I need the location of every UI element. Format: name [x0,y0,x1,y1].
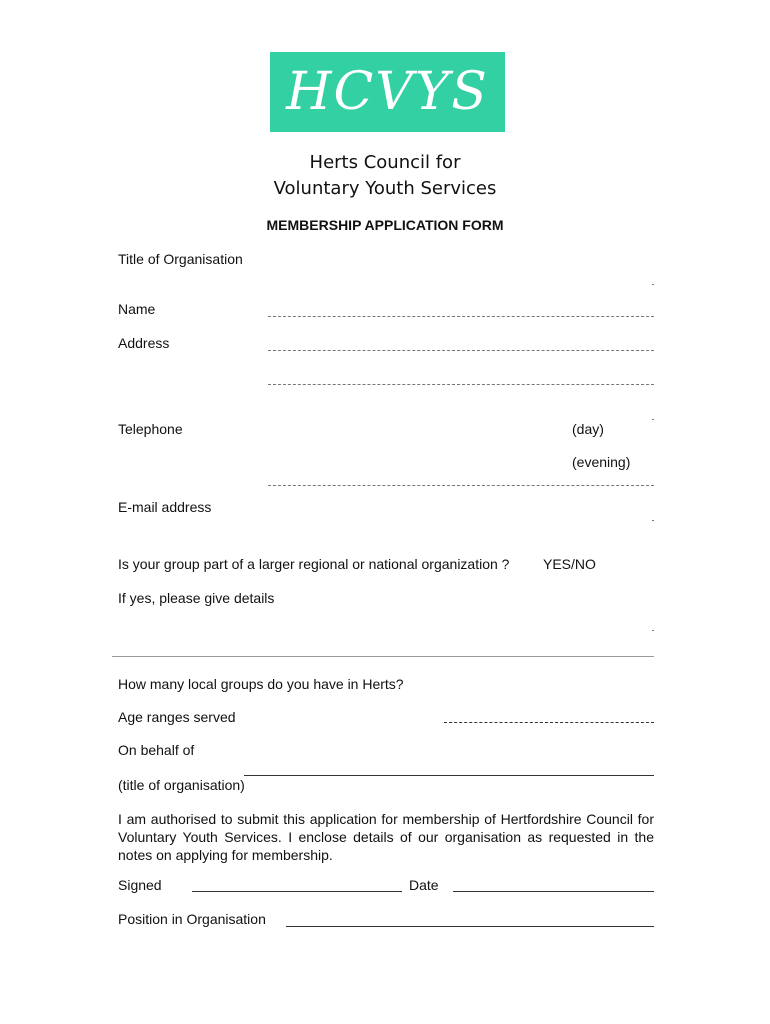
org-name-line-2: Voluntary Youth Services [273,178,497,199]
position-field[interactable] [286,926,654,927]
details-field-line-1[interactable] [652,630,654,631]
signed-label: Signed [118,877,162,893]
larger-group-question: Is your group part of a larger regional or national organization ? [118,556,510,572]
details-field-line-2[interactable] [112,656,654,657]
title-of-organisation-note: (title of organisation) [118,777,245,793]
name-label: Name [118,301,156,317]
title-of-organisation-field[interactable] [652,284,654,285]
email-field[interactable] [652,520,654,521]
org-name-line-1: Herts Council for [309,152,461,173]
logo [270,52,505,132]
signature-field[interactable] [192,891,402,892]
age-ranges-label: Age ranges served [118,709,236,725]
yes-no-option[interactable]: YES/NO [543,556,596,572]
telephone-label: Telephone [118,421,183,437]
on-behalf-of-label: On behalf of [118,742,195,758]
on-behalf-of-field[interactable] [244,775,654,776]
date-field[interactable] [453,891,654,892]
position-label: Position in Organisation [118,911,266,927]
date-label: Date [409,877,439,893]
address-label: Address [118,335,170,351]
address-field-line-1[interactable] [268,350,654,351]
telephone-evening-field[interactable] [268,485,654,486]
name-field[interactable] [268,316,654,317]
title-of-organisation-label: Title of Organisation [118,251,243,267]
telephone-day-label: (day) [572,421,604,437]
if-yes-label: If yes, please give details [118,590,275,606]
declaration-text: I am authorised to submit this application for membership of Hertfordshire Council for Voluntary Youth Services. I enclose details of our organisation as requested in the notes on applying for membership. [118,811,654,863]
age-ranges-field[interactable] [444,722,654,723]
telephone-evening-label: (evening) [572,454,631,470]
email-label: E-mail address [118,499,212,515]
local-groups-label: How many local groups do you have in Herts? [118,676,404,692]
form-title: MEMBERSHIP APPLICATION FORM [266,217,504,233]
logo-text: HCVYS [286,62,489,122]
address-field-line-2[interactable] [268,384,654,385]
telephone-day-field[interactable] [652,419,654,420]
